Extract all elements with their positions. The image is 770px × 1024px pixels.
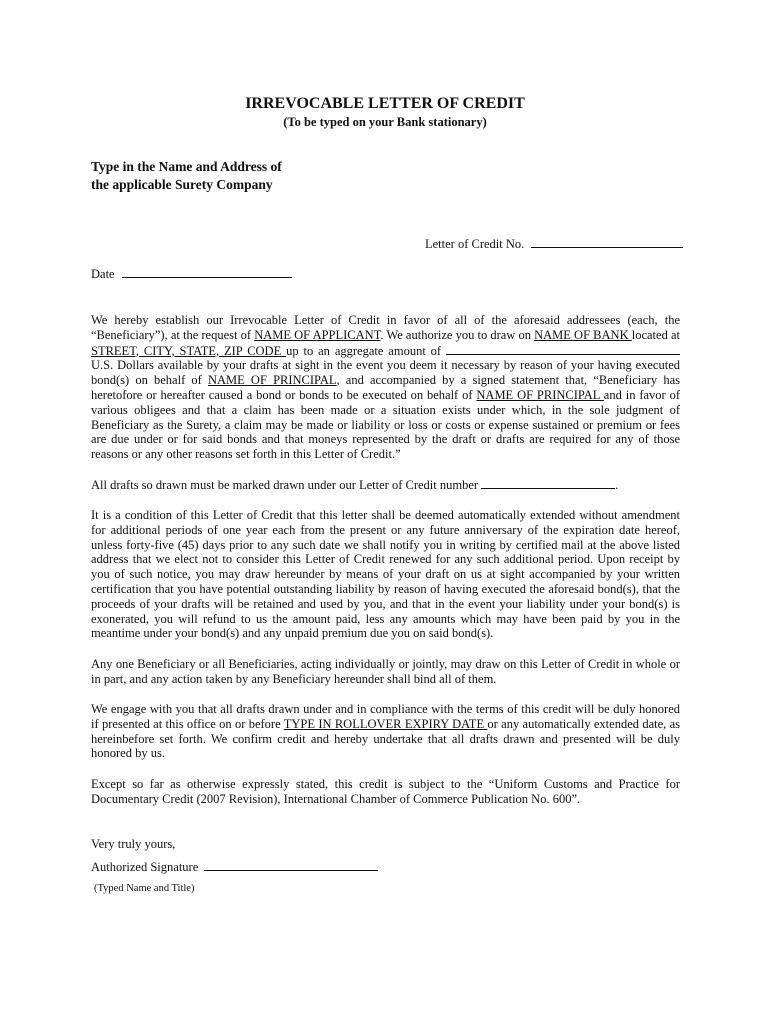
signature-blank[interactable]: [204, 859, 378, 871]
lc-number-blank[interactable]: [531, 236, 683, 248]
p5-text-2: or any automatically extended date, as hereinbefore set forth. We confirm credit and hereby undertake that all drafts drawn and presented will be duly honored by us.: [91, 716, 681, 761]
date-blank[interactable]: [122, 266, 292, 278]
paragraph-ucp: Except so far as otherwise expressly stated, this credit is subject to the “Uniform Customs and Practice for Documentary Credit (2007 Revision), International Chamber of Commerce Publication No. 600”.: [91, 777, 680, 806]
credit-number-blank[interactable]: [481, 477, 615, 489]
p1-text-5: U.S. Dollars available by your drafts at sight in the event you deem it necessary by reason of your having executed bond(s) on behalf of: [91, 358, 680, 388]
p1-text-1: We hereby establish our Irrevocable Letter of Credit in favor of all of the aforesaid addressees (each, the “Beneficiary”), at the request of: [91, 313, 680, 342]
authorized-signature-label: Authorized Signature: [91, 860, 199, 874]
date-label: Date: [91, 267, 115, 281]
p1-text-3: located at: [631, 327, 680, 342]
authorized-signature-line: [91, 859, 378, 875]
letter-of-credit-number: [425, 236, 683, 252]
closing-line: Very truly yours,: [91, 837, 176, 851]
paragraph-beneficiaries: Any one Beneficiary or all Beneficiaries, acting individually or jointly, may draw on this Letter of Credit in whole or in part, and any action taken by any Beneficiary hereunder shall bind all of them.: [91, 657, 680, 686]
p1-text-6: , and accompanied by a signed statement that, “Beneficiary has heretofore or hereafter caused a bond or bonds to be executed on behalf of: [91, 373, 680, 402]
addressee-line-2: the applicable Surety Company: [91, 177, 273, 192]
paragraph-engagement: [91, 702, 680, 761]
page-title: IRREVOCABLE LETTER OF CREDIT: [245, 95, 525, 112]
addressee-line-1: Type in the Name and Address of: [91, 159, 282, 174]
p1-text-4: up to an aggregate amount of: [286, 343, 446, 358]
applicant-name-field: NAME OF APPLICANT: [254, 327, 381, 342]
expiry-date-field: TYPE IN ROLLOVER EXPIRY DATE: [283, 716, 488, 731]
paragraph-drafts-marked: [91, 477, 680, 493]
principal-name-field-2: NAME OF PRINCIPAL: [476, 387, 604, 402]
p2-text-2: .: [615, 478, 619, 492]
addressee-block: [91, 158, 282, 194]
date-line: [91, 266, 292, 282]
p2-text-1: All drafts so drawn must be marked drawn under our Letter of Credit number: [91, 478, 482, 492]
p1-text-7: and in favor of various obligees and that a claim has been made or a situation exists under which, in the sole judgment of Beneficiary as the Surety, a claim may be made or liability or loss or costs or expense sustained or premium or fees are due under or for said bonds and that moneys represented by the draft or drafts are required for any of those reasons or any other reasons set forth in this Letter of Credit.”: [91, 387, 680, 462]
bank-address-field: STREET, CITY, STATE, ZIP CODE: [91, 343, 287, 358]
p5-text-1: We engage with you that all drafts drawn under and in compliance with the terms of this credit will be duly honored if presented at this office on or before: [91, 702, 680, 731]
p1-text-2: . We authorize you to draw on: [380, 327, 535, 342]
typed-name-title: (Typed Name and Title): [94, 883, 195, 894]
paragraph-condition: It is a condition of this Letter of Credit that this letter shall be deemed automatically extended without amendment for additional periods of one year each from the present or any future anniversary of the expiration date hereof, unless forty-five (45) days prior to any such date we shall notify you in writing by certified mail at the above listed address that we elect not to consider this Letter of Credit renewed for any such additional period. Upon receipt by you of such notice, you may draw hereunder by means of your draft on us at sight accompanied by your written certification that you have potential outstanding liability by reason of having executed the aforesaid bond(s), that the proceeds of your drafts will be retained and used by you, and that in the event your liability under your bond(s) is exonerated, you will refund to us the amount paid, less any amounts which may have been paid by you in the meantime under your bond(s) and any unpaid premium due you on said bond(s).: [91, 508, 680, 641]
lc-number-label: Letter of Credit No.: [425, 237, 525, 251]
paragraph-establish: [91, 313, 680, 462]
bank-name-field: NAME OF BANK: [534, 327, 632, 342]
principal-name-field-1: NAME OF PRINCIPAL: [207, 373, 337, 388]
page-subtitle: (To be typed on your Bank stationary): [283, 115, 487, 129]
aggregate-amount-blank[interactable]: [446, 343, 680, 355]
